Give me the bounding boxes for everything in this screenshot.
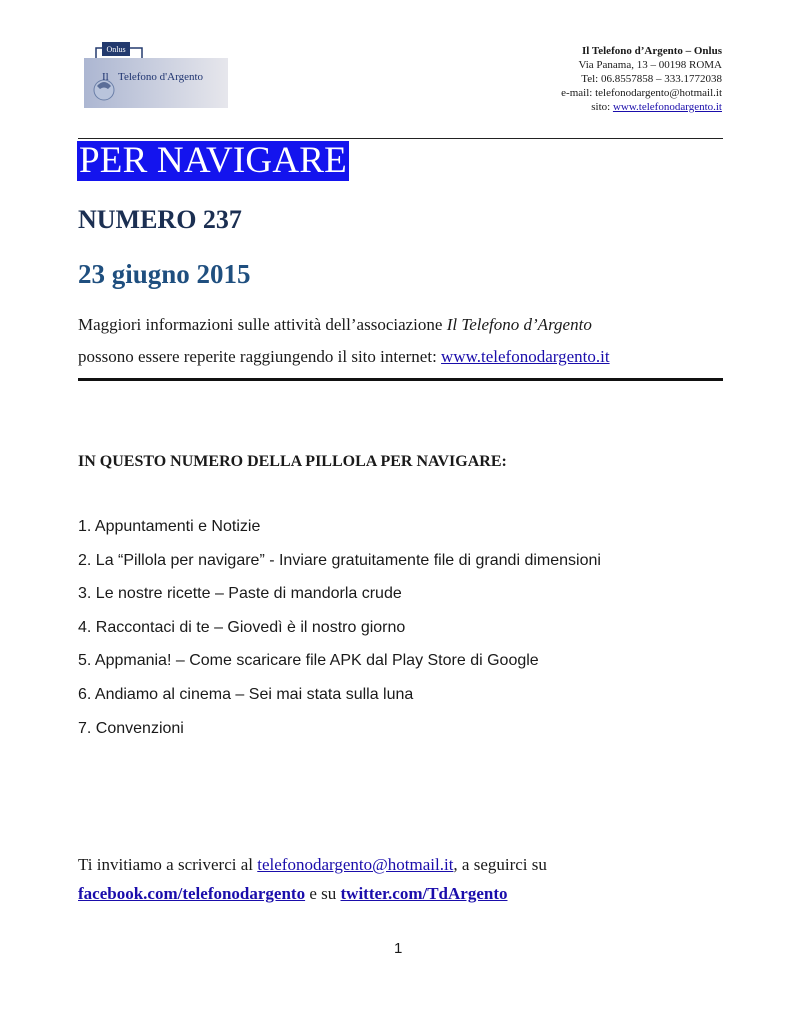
- toc-item: 5. Appmania! – Come scaricare file APK dal Play Store di Google: [78, 652, 539, 670]
- site-label: sito:: [591, 101, 613, 113]
- facebook-link[interactable]: facebook.com/telefonodargento: [78, 884, 306, 903]
- intro-site-link[interactable]: www.telefonodargento.it: [441, 347, 610, 366]
- twitter-link[interactable]: twitter.com/TdArgento: [340, 884, 508, 903]
- footer-paragraph: [78, 850, 728, 908]
- logo-il-text: Il: [102, 71, 109, 83]
- footer-text-1: Ti invitiamo a scriverci al: [78, 855, 258, 874]
- footer-email-link[interactable]: telefonodargento@hotmail.it: [257, 855, 454, 874]
- footer-line-2: [78, 879, 728, 908]
- footer-text-2: , a seguirci su: [453, 855, 547, 874]
- bottom-divider: [78, 378, 723, 381]
- intro-text-2: possono essere reperite raggiungendo il sito internet:: [78, 347, 442, 366]
- section-heading: IN QUESTO NUMERO DELLA PILLOLA PER NAVIGARE:: [78, 453, 507, 470]
- page-title: PER NAVIGARE: [79, 140, 347, 181]
- toc-item: 7. Convenzioni: [78, 719, 184, 737]
- logo-name-text: Telefono d'Argento: [118, 71, 204, 83]
- intro-line-1: [78, 309, 728, 341]
- contact-block: [561, 44, 722, 114]
- toc-item: 6. Andiamo al cinema – Sei mai stata sulla luna: [78, 685, 414, 703]
- logo-onlus-text: Onlus: [106, 45, 126, 54]
- intro-paragraph: [78, 309, 728, 373]
- logo-graphic: [82, 42, 230, 112]
- logo: [82, 42, 230, 112]
- intro-org-name: Il Telefono d’Argento: [446, 315, 592, 334]
- toc-item: 4. Raccontaci di te – Giovedì è il nostro giorno: [78, 618, 406, 636]
- intro-line-2: [78, 341, 728, 373]
- table-of-contents: [78, 513, 601, 748]
- issue-date: 23 giugno 2015: [78, 259, 251, 289]
- toc-item: 3. Le nostre ricette – Paste di mandorla crude: [78, 585, 402, 603]
- issue-number: NUMERO 237: [78, 205, 242, 234]
- toc-item: 1. Appuntamenti e Notizie: [78, 518, 261, 535]
- toc-item: 2. La “Pillola per navigare” - Inviare gratuitamente file di grandi dimensioni: [78, 551, 601, 569]
- footer-line-1: [78, 850, 728, 879]
- phone: Tel: 06.8557858 – 333.1772038: [581, 73, 722, 85]
- page-number: 1: [394, 940, 403, 957]
- address: Via Panama, 13 – 00198 ROMA: [578, 59, 722, 71]
- site-line: [561, 100, 722, 114]
- site-link[interactable]: www.telefonodargento.it: [612, 101, 722, 113]
- footer-text-3: e su: [305, 884, 341, 903]
- top-divider: [78, 138, 723, 139]
- intro-text-1: Maggiori informazioni sulle attività dell’associazione: [78, 315, 447, 334]
- email: e-mail: telefonodargento@hotmail.it: [561, 87, 722, 99]
- org-name: Il Telefono d’Argento – Onlus: [582, 45, 722, 57]
